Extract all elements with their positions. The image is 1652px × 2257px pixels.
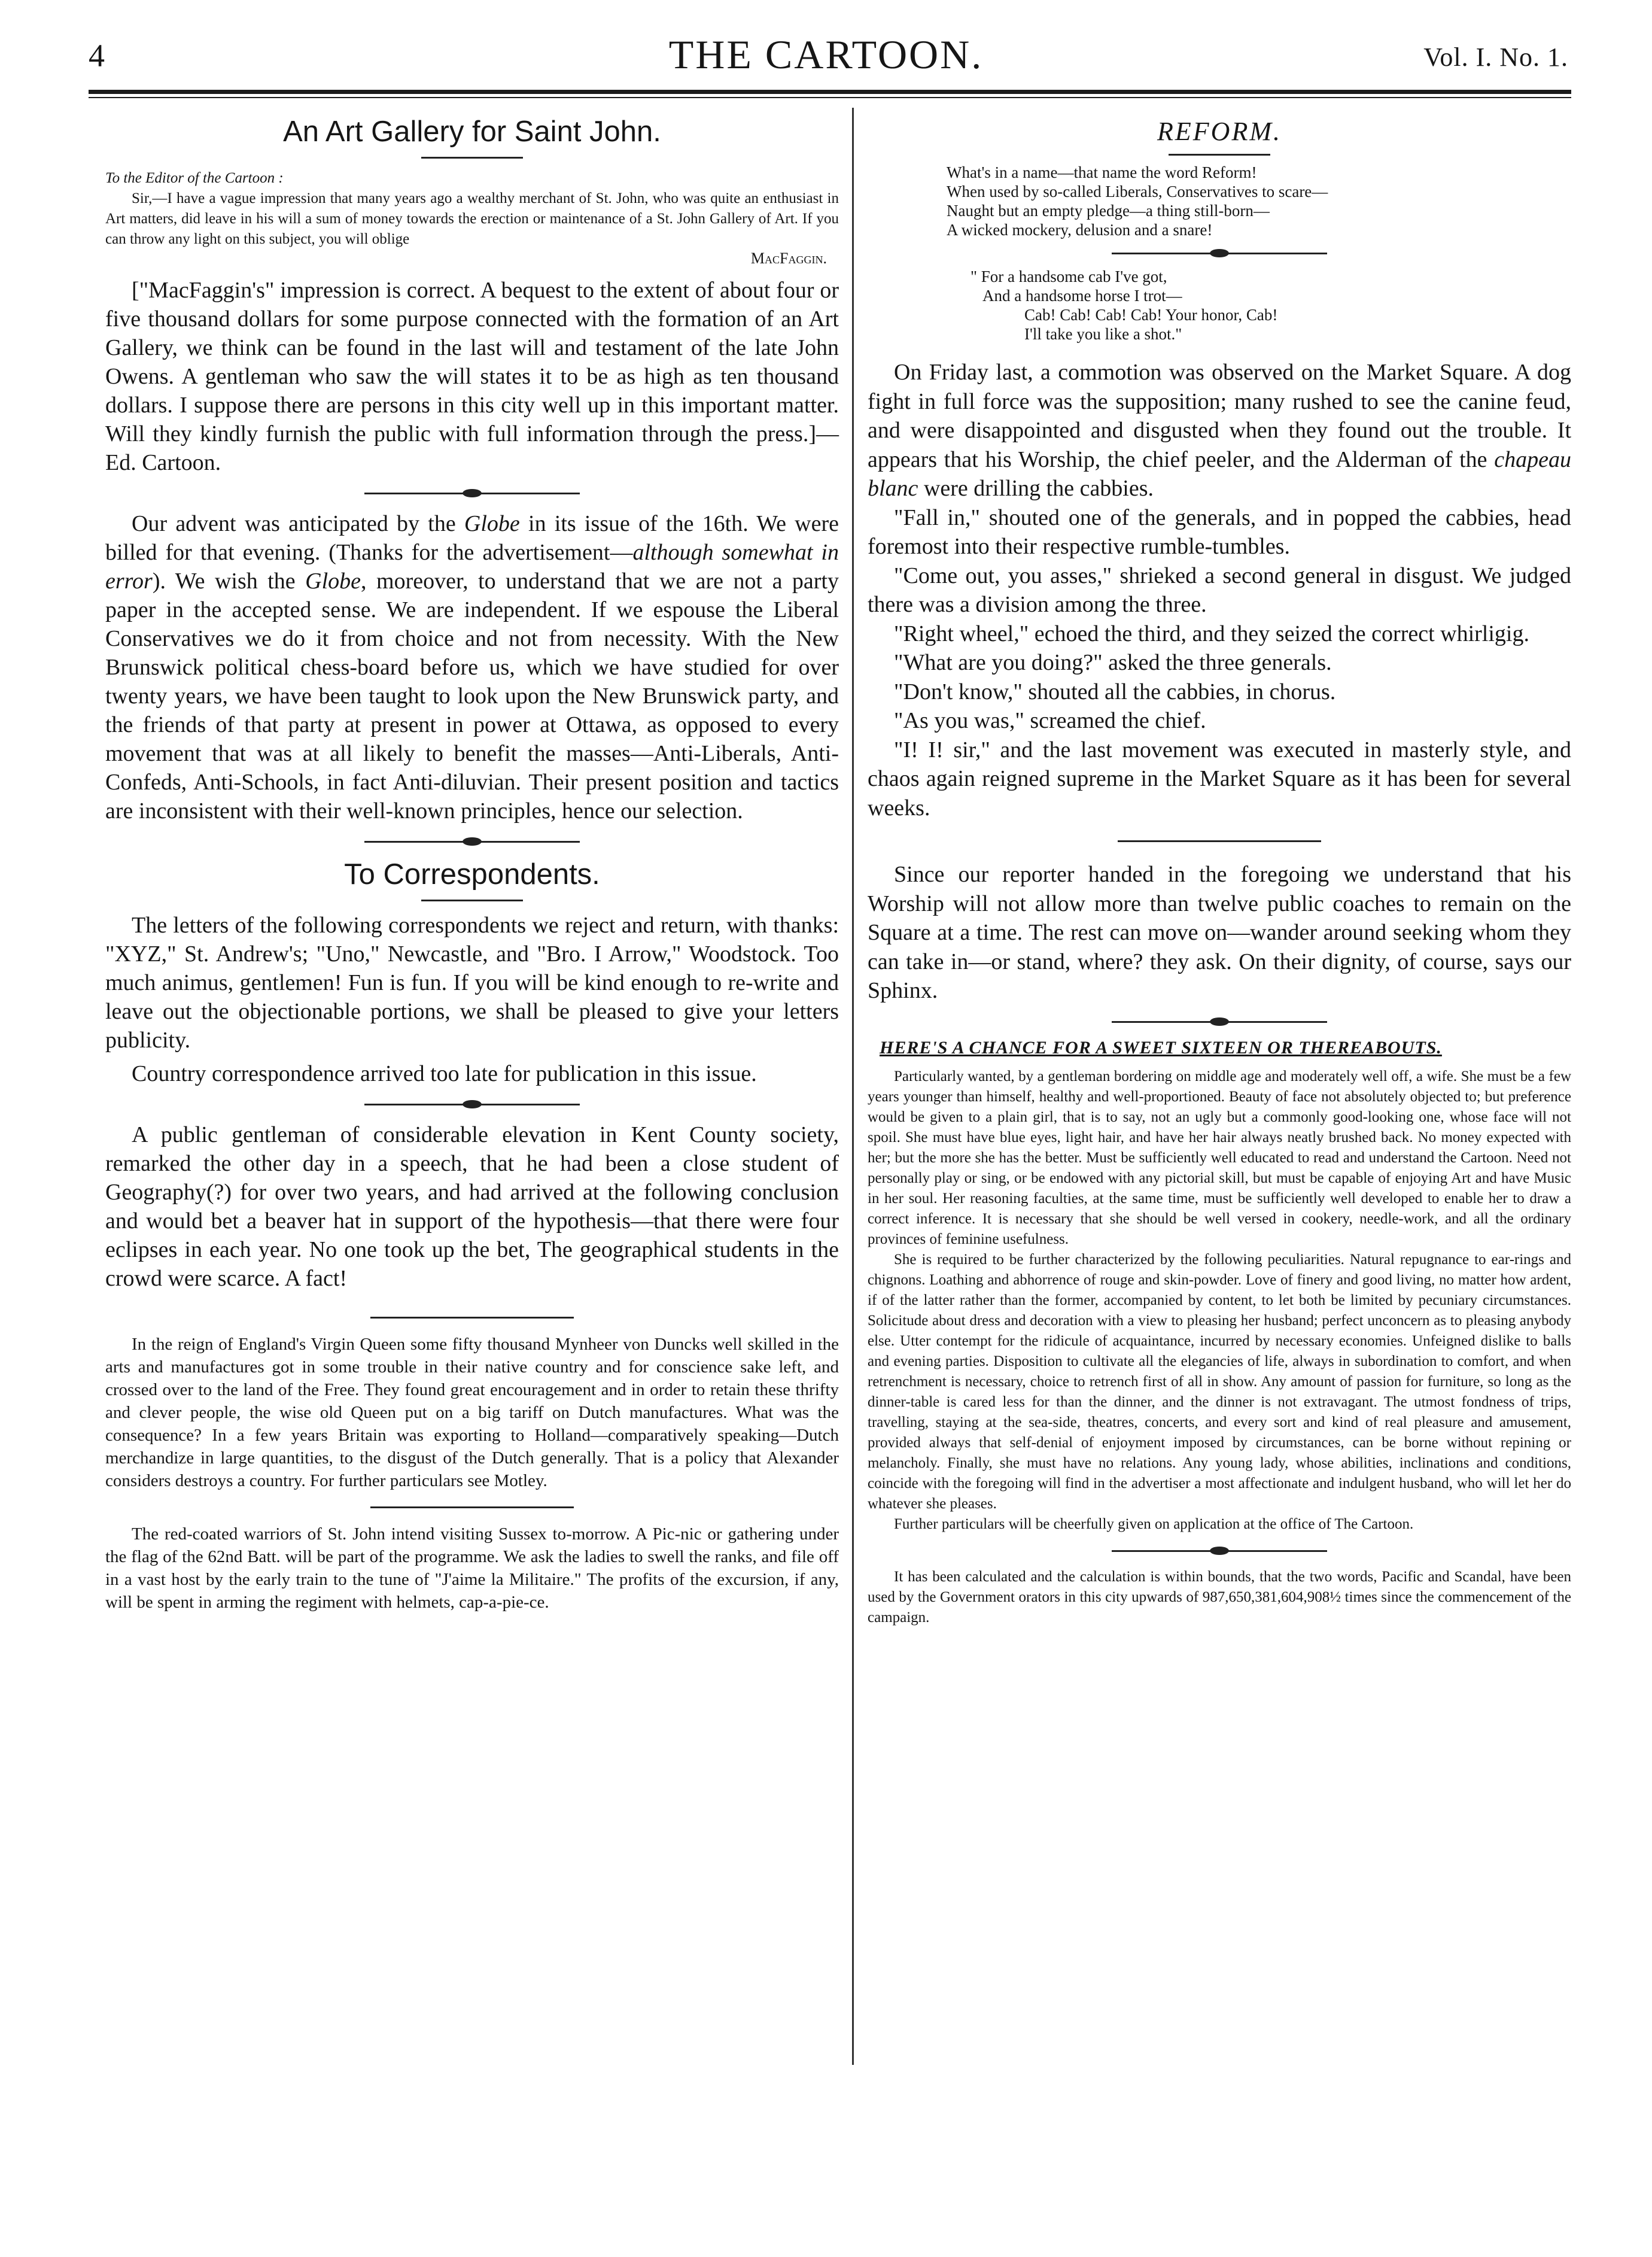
letter-signature: MacFaggin. — [750, 250, 827, 267]
column-divider — [852, 108, 854, 2065]
verse-line: Naught but an empty pledge—a thing still-born— — [947, 202, 1270, 220]
right-wheel-paragraph: "Right wheel," echoed the third, and they seized the correct whirligig. — [894, 621, 1529, 646]
globe-text: Our advent was anticipated by the — [132, 511, 464, 536]
page-number: 4 — [89, 38, 105, 74]
verse-line: I'll take you like a shot." — [1024, 325, 1182, 343]
ornament-divider — [1112, 1548, 1327, 1554]
reform-verse — [947, 163, 1571, 239]
verse-line: What's in a name—that name the word Reform! — [947, 163, 1257, 181]
globe-text: in its issue of the 16th. We were billed for that evening. (Thanks for the advertisement— — [105, 511, 839, 565]
section-rule — [1118, 840, 1321, 842]
volume-number: Vol. I. No. 1. — [1423, 42, 1568, 72]
come-out-paragraph: "Come out, you asses," shrieked a second general in disgust. We judged there was a division among the three. — [868, 563, 1571, 617]
section-rule — [370, 1506, 574, 1508]
ornament-divider — [364, 490, 580, 496]
country-correspondence: Country correspondence arrived too late for publication in this issue. — [132, 1061, 757, 1086]
further-particulars: Further particulars will be cheerfully given on application at the office of The Cartoon. — [894, 1515, 1414, 1532]
verse-line: And a handsome horse I trot— — [982, 287, 1182, 305]
left-column — [105, 115, 839, 1614]
market-text: On Friday last, a commotion was observed on the Market Square. A dog fight in full force was the supposition; many rushed to see the canine feud, and were disappointed and disgusted when they found out the trouble. It appears that his Worship, the chief peeler, and the Alderman of the — [868, 360, 1571, 472]
market-text: were drilling the cabbies. — [918, 476, 1154, 501]
verse-line: " For a handsome cab I've got, — [970, 268, 1167, 285]
to-editor-line: To the Editor of the Cartoon : — [105, 170, 284, 186]
sussex-paragraph: The red-coated warriors of St. John intend visiting Sussex to-morrow. A Pic-nic or gathering under the flag of the 62nd Batt. will be part of the programme. We ask the ladies to swell the ranks, and file off in a vast host by the early train to the tune of "J'aime la Militaire." The profits of the excursion, if any, will be spent in arming the regiment with helmets, cap-a-pie-ce. — [105, 1524, 839, 1612]
dutch-paragraph: In the reign of England's Virgin Queen some fifty thousand Mynheer von Duncks well skilled in the arts and manufactures got in some trouble in their native country and for conscience sake left, and crossed over to the land of the Free. They found great encouragement and in order to retain these thrifty and clever people, the wise old Queen put on a big tariff on Dutch manufactures. What was the consequence? In a few years Britain was exporting to Holland—comparatively speaking—Dutch merchandize in large quantities, to the disgust of the Dutch generally. That is a policy that Alexander considers destroys a country. For further particulars see Motley. — [105, 1335, 839, 1490]
ornament-divider — [364, 1101, 580, 1107]
dont-know-paragraph: "Don't know," shouted all the cabbies, in chorus. — [894, 679, 1336, 704]
verse-line: A wicked mockery, delusion and a snare! — [947, 221, 1213, 239]
art-gallery-heading: An Art Gallery for Saint John. — [283, 116, 661, 148]
correspondents-rule — [421, 900, 523, 901]
macfaggin-letter: Sir,—I have a vague impression that many years ago a wealthy merchant of St. John, who was quite an enthusiast in Art matters, did leave in his will a sum of money towards the erection or maintenance of a St. John Gallery of Art. If you can throw any light on this subject, you will oblige — [105, 190, 839, 247]
verse-line: Cab! Cab! Cab! Cab! Your honor, Cab! — [1024, 306, 1278, 324]
sweet-sixteen-heading: HERE'S A CHANCE FOR A SWEET SIXTEEN OR THEREABOUTS. — [880, 1037, 1442, 1058]
pacific-scandal-paragraph: It has been calculated and the calculation is within bounds, that the two words, Pacific and Scandal, have been used by the Government orators in this city upwards of 987,650,381,604,908½ times since the commencement of the campaign. — [868, 1568, 1571, 1626]
globe-paragraph — [105, 509, 839, 825]
verse-line: When used by so-called Liberals, Conservatives to scare— — [947, 183, 1328, 201]
reform-rule — [1169, 154, 1270, 156]
wanted-paragraph: Particularly wanted, by a gentleman bordering on middle age and moderately well off, a wife. She must be a few years younger than himself, healthy and well-proportioned. Beauty of face not absolutely objected to; but preference would be given to a plain girl, that is to say, not an ugly but a commonly good-looking one, whose face will not spoil. She must have blue eyes, light hair, and have her hair always neatly brushed back. No money expected with her; but the more she has the better. Must be sufficiently well educated to read and understand the Cartoon. Need not personally play or sing, or be endowed with any pictorial skill, but must be capable of enjoying Art and have Music in her soul. Her reasoning faculties, at the same time, must be sufficiently well developed to enable her to draw a correct inference. It is necessary that she should be well versed in cookery, needle-work, and all the ordinary provinces of feminine usefulness. — [868, 1068, 1571, 1247]
globe-title: Globe — [464, 511, 520, 536]
section-rule — [370, 1317, 574, 1319]
right-column — [868, 115, 1571, 1628]
fall-in-paragraph: "Fall in," shouted one of the generals, and in popped the cabbies, head foremost into their respective rumble-tumbles. — [868, 505, 1571, 559]
last-movement-paragraph: "I! I! sir," and the last movement was executed in masterly style, and chaos again reigned supreme in the Market Square as it has been for several weeks. — [868, 737, 1571, 821]
ornament-divider — [1112, 1019, 1327, 1025]
correspondents-heading: To Correspondents. — [344, 858, 600, 891]
art-gallery-rule — [421, 157, 523, 159]
what-doing-paragraph: "What are you doing?" asked the three generals. — [894, 650, 1332, 675]
as-you-was-paragraph: "As you was," screamed the chief. — [894, 708, 1206, 733]
ornament-divider — [1112, 250, 1327, 256]
ornament-divider — [364, 839, 580, 845]
reform-heading: REFORM. — [1157, 117, 1282, 146]
cab-verse — [970, 267, 1571, 344]
globe-aside: although somewhat in error — [105, 540, 839, 594]
masthead: THE CARTOON. — [668, 32, 984, 77]
globe-title: Globe — [305, 569, 361, 594]
kent-county-paragraph: A public gentleman of considerable elevation in Kent County society, remarked the other day in a speech, that he had been a close student of Geography(?) for over two years, and had arrived at the following conclusion and would bet a beaver hat in support of the hypothesis—that there were four eclipses in each year. No one took up the bet, The geographical students in the crowd were scarce. A fact! — [105, 1122, 839, 1291]
globe-text: ). We wish the — [152, 569, 306, 594]
peculiarities-paragraph: She is required to be further characterized by the following peculiarities. Natural repugnance to ear-rings and chignons. Loathing and abhorrence of rouge and skin-powder. Love of finery and good living, no matter how ardent, if of the latter rather than the former, accompanied by content, to let both be limited by pecuniary circumstances. Solicitude about dress and decoration with a view to pleasing her husband; perfect unconcern as to pleasing anybody else. Utter contempt for the ridicule of acquaintance, incurred by necessary economies. Unfeigned dislike to balls and evening parties. Disposition to cultivate all the elegancies of life, always in subordination to comfort, and when retrenchment is necessary, choice to retrench first of all in show. Any amount of passion for furniture, so long as the dinner-table is cared less for than the dinner, and the dinner is not extravagant. The utmost fondness of trips, travelling, staying at the sea-side, theatres, concerts, and every sort and kind of real pleasure and amusement, provided always that self-denial of enjoyment imposed by circumstances, can be borne without repining or melancholy. Finally, she must have no relations. Any young lady, whose abilities, inclinations and conditions, coincide with the foregoing will find in the advertiser a most affectionate and indulgent husband, who will let her do whatever she pleases. — [868, 1251, 1571, 1512]
correspondents-paragraph: The letters of the following correspondents we reject and return, with thanks: "XYZ," St. Andrew's; "Uno," Newcastle, and "Bro. I Arrow," Woodstock. Too much animus, gentlemen! Fun is fun. If you will be kind enough to re-write and leave out the objectionable portions, we shall be pleased to give your letters publicity. — [105, 913, 839, 1053]
chapeau-blanc: chapeau blanc — [868, 446, 1571, 501]
market-square-paragraph — [868, 358, 1571, 503]
reporter-paragraph: Since our reporter handed in the foregoing we understand that his Worship will not allow more than twelve public coaches to remain on the Square at a time. The rest can move on—wander around seeking whom they can take in—or stand, where? they ask. On their dignity, of course, says our Sphinx. — [868, 862, 1571, 1003]
globe-text: , moreover, to understand that we are not a party paper in the accepted sense. We are independent. If we espouse the Liberal Conservatives we do it from choice and not from necessity. With the New Brunswick political chess-board before us, which we have studied for over twenty years, we have been taught to look upon the New Brunswick party, and the friends of that party at present in power at Ottawa, as opposed to every movement that was at all likely to benefit the masses—Anti-Liberals, Anti-Confeds, Anti-Schools, in fact Anti-diluvian. Their present position and tactics are inconsistent with their well-known principles, hence our selection. — [105, 569, 839, 824]
masthead-rule-thick — [89, 90, 1571, 94]
editor-reply: ["MacFaggin's" impression is correct. A bequest to the extent of about four or five thousand dollars for some purpose connected with the formation of an Art Gallery, we think can be found in the last will and testament of the late John Owens. A gentleman who saw the will states it to be as high as ten thousand dollars. I suppose there are persons in this city well up in this important matter. Will they kindly furnish the public with full information through the press.]—Ed. Cartoon. — [105, 278, 839, 475]
masthead-rule-thin — [89, 97, 1571, 98]
